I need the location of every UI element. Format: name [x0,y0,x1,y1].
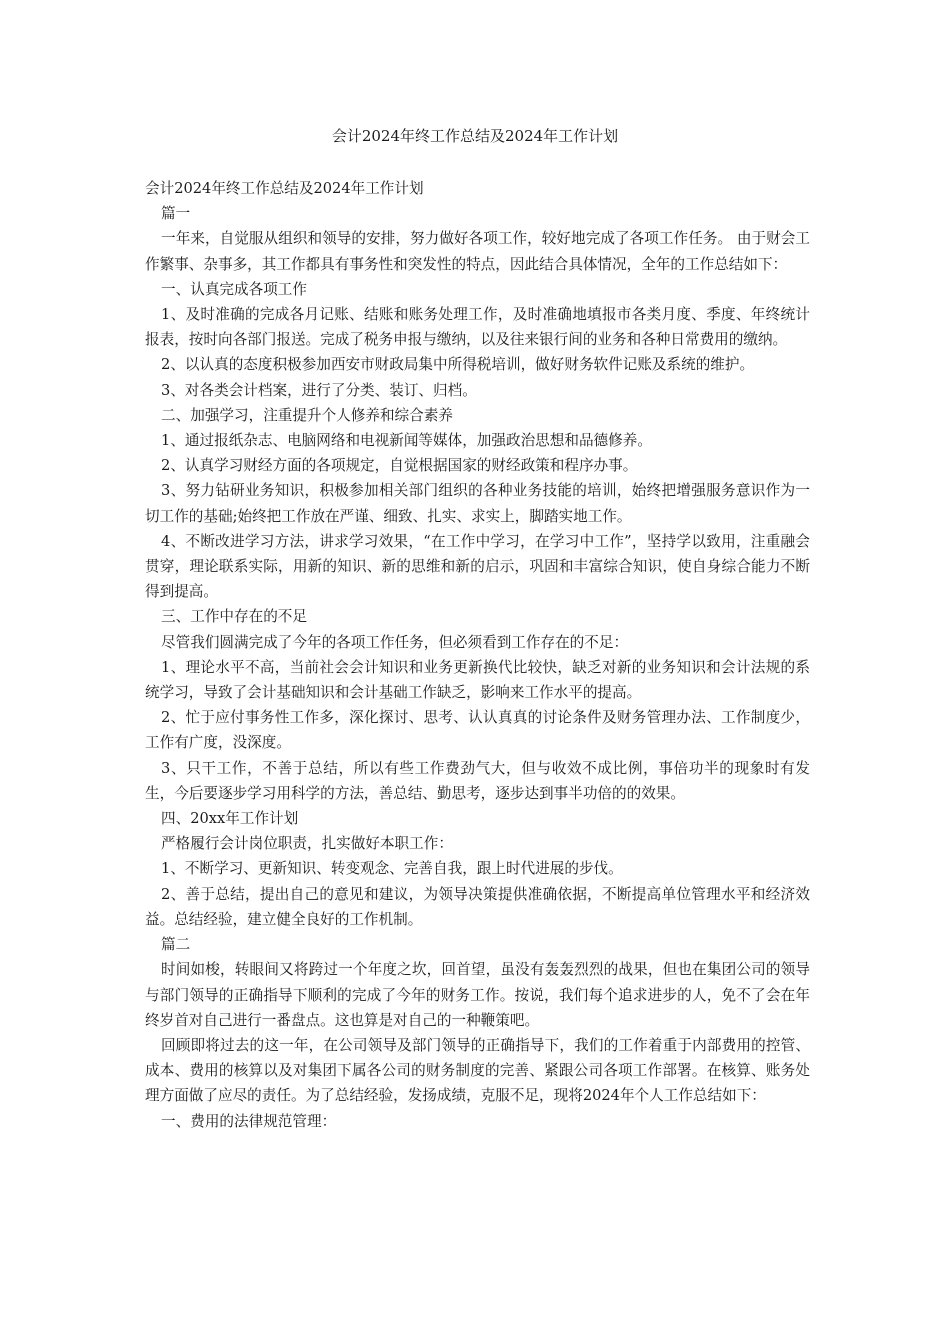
section-heading: 一、认真完成各项工作 [161,280,307,298]
page-title: 会计2024年终工作总结及2024年工作计划 [331,127,619,145]
list-item: 3、只干工作，不善于总结，所以有些工作费劲气大，但与收效不成比例，事倍功半的现象时有发生，今后要逐步学习用科学的方法，善总结、勤思考，逐步达到事半功倍的的效果。 [145,759,810,802]
body-paragraph: 一年来，自觉服从组织和领导的安排，努力做好各项工作，较好地完成了各项工作任务。 由于财会工作繁事、杂事多，其工作都具有事务性和突发性的特点，因此结合具体情况，全年的工作总结如下： [145,230,810,273]
list-item: 1、及时准确的完成各月记账、结账和账务处理工作，及时准确地填报市各类月度、季度、年终统计报表，按时向各部门报送。完成了税务申报与缴纳，以及往来银行间的业务和各种日常费用的缴纳。 [145,306,810,349]
list-item: 2、善于总结，提出自己的意见和建议，为领导决策提供准确依据，不断提高单位管理水平和经济效益。总结经验，建立健全良好的工作机制。 [145,885,810,928]
body-paragraph: 回顾即将过去的这一年，在公司领导及部门领导的正确指导下，我们的工作着重于内部费用的控管、成本、费用的核算以及对集团下属各公司的财务制度的完善、紧跟公司各项工作部署。在核算、账务处理方面做了应尽的责任。为了总结经验，发扬成绩，克服不足，现将2024年个人工作总结如下： [145,1036,810,1105]
list-item: 1、理论水平不高，当前社会会计知识和业务更新换代比较快，缺乏对新的业务知识和会计法规的系统学习，导致了会计基础知识和会计基础工作缺乏，影响来工作水平的提高。 [145,658,810,702]
document-subtitle: 会计2024年终工作总结及2024年工作计划 [145,180,424,197]
body-paragraph: 严格履行会计岗位职责，扎实做好本职工作： [161,835,453,853]
section-heading: 三、工作中存在的不足 [161,608,307,626]
list-item: 3、对各类会计档案，进行了分类、装订、归档。 [161,381,477,399]
list-item: 2、认真学习财经方面的各项规定，自觉根据国家的财经政策和程序办事。 [161,457,638,475]
section-heading: 四、20xx年工作计划 [161,810,299,828]
section-label: 篇二 [161,936,191,954]
list-item: 1、通过报纸杂志、电脑网络和电视新闻等媒体，加强政治思想和品德修养。 [161,432,652,450]
list-item: 2、以认真的态度积极参加西安市财政局集中所得税培训，做好财务软件记账及系统的维护。 [161,356,755,374]
list-item: 3、努力钻研业务知识，积极参加相关部门组织的各种业务技能的培训，始终把增强服务意识作为一切工作的基础;始终把工作放在严谨、细致、扎实、求实上，脚踏实地工作。 [145,482,810,525]
list-item: 1、不断学习、更新知识、转变观念、完善自我，跟上时代进展的步伐。 [161,860,623,878]
section-label: 篇一 [161,205,191,223]
body-paragraph: 尽管我们圆满完成了今年的各项工作任务，但必须看到工作存在的不足： [161,633,629,651]
body-paragraph: 时间如梭，转眼间又将跨过一个年度之坎，回首望，虽没有轰轰烈烈的战果，但也在集团公司的领导与部门领导的正确指导下顺利的完成了今年的财务工作。按说，我们每个追求进步的人，免不了会在年终岁首对自己进行一番盘点。这也算是对自己的一种鞭策吧。 [145,961,810,1029]
section-heading: 二、加强学习，注重提升个人修养和综合素养 [161,406,453,424]
section-heading: 一、费用的法律规范管理： [161,1112,337,1130]
list-item: 4、不断改进学习方法，讲求学习效果，“在工作中学习，在学习中工作”，坚持学以致用，注重融会贯穿，理论联系实际，用新的知识、新的思维和新的启示，巩固和丰富综合知识，使自身综合能力不断得到提高。 [145,532,810,601]
list-item: 2、忙于应付事务性工作多，深化探讨、思考、认认真真的讨论条件及财务管理办法、工作制度少，工作有广度，没深度。 [145,709,810,752]
document-body [145,176,810,1134]
